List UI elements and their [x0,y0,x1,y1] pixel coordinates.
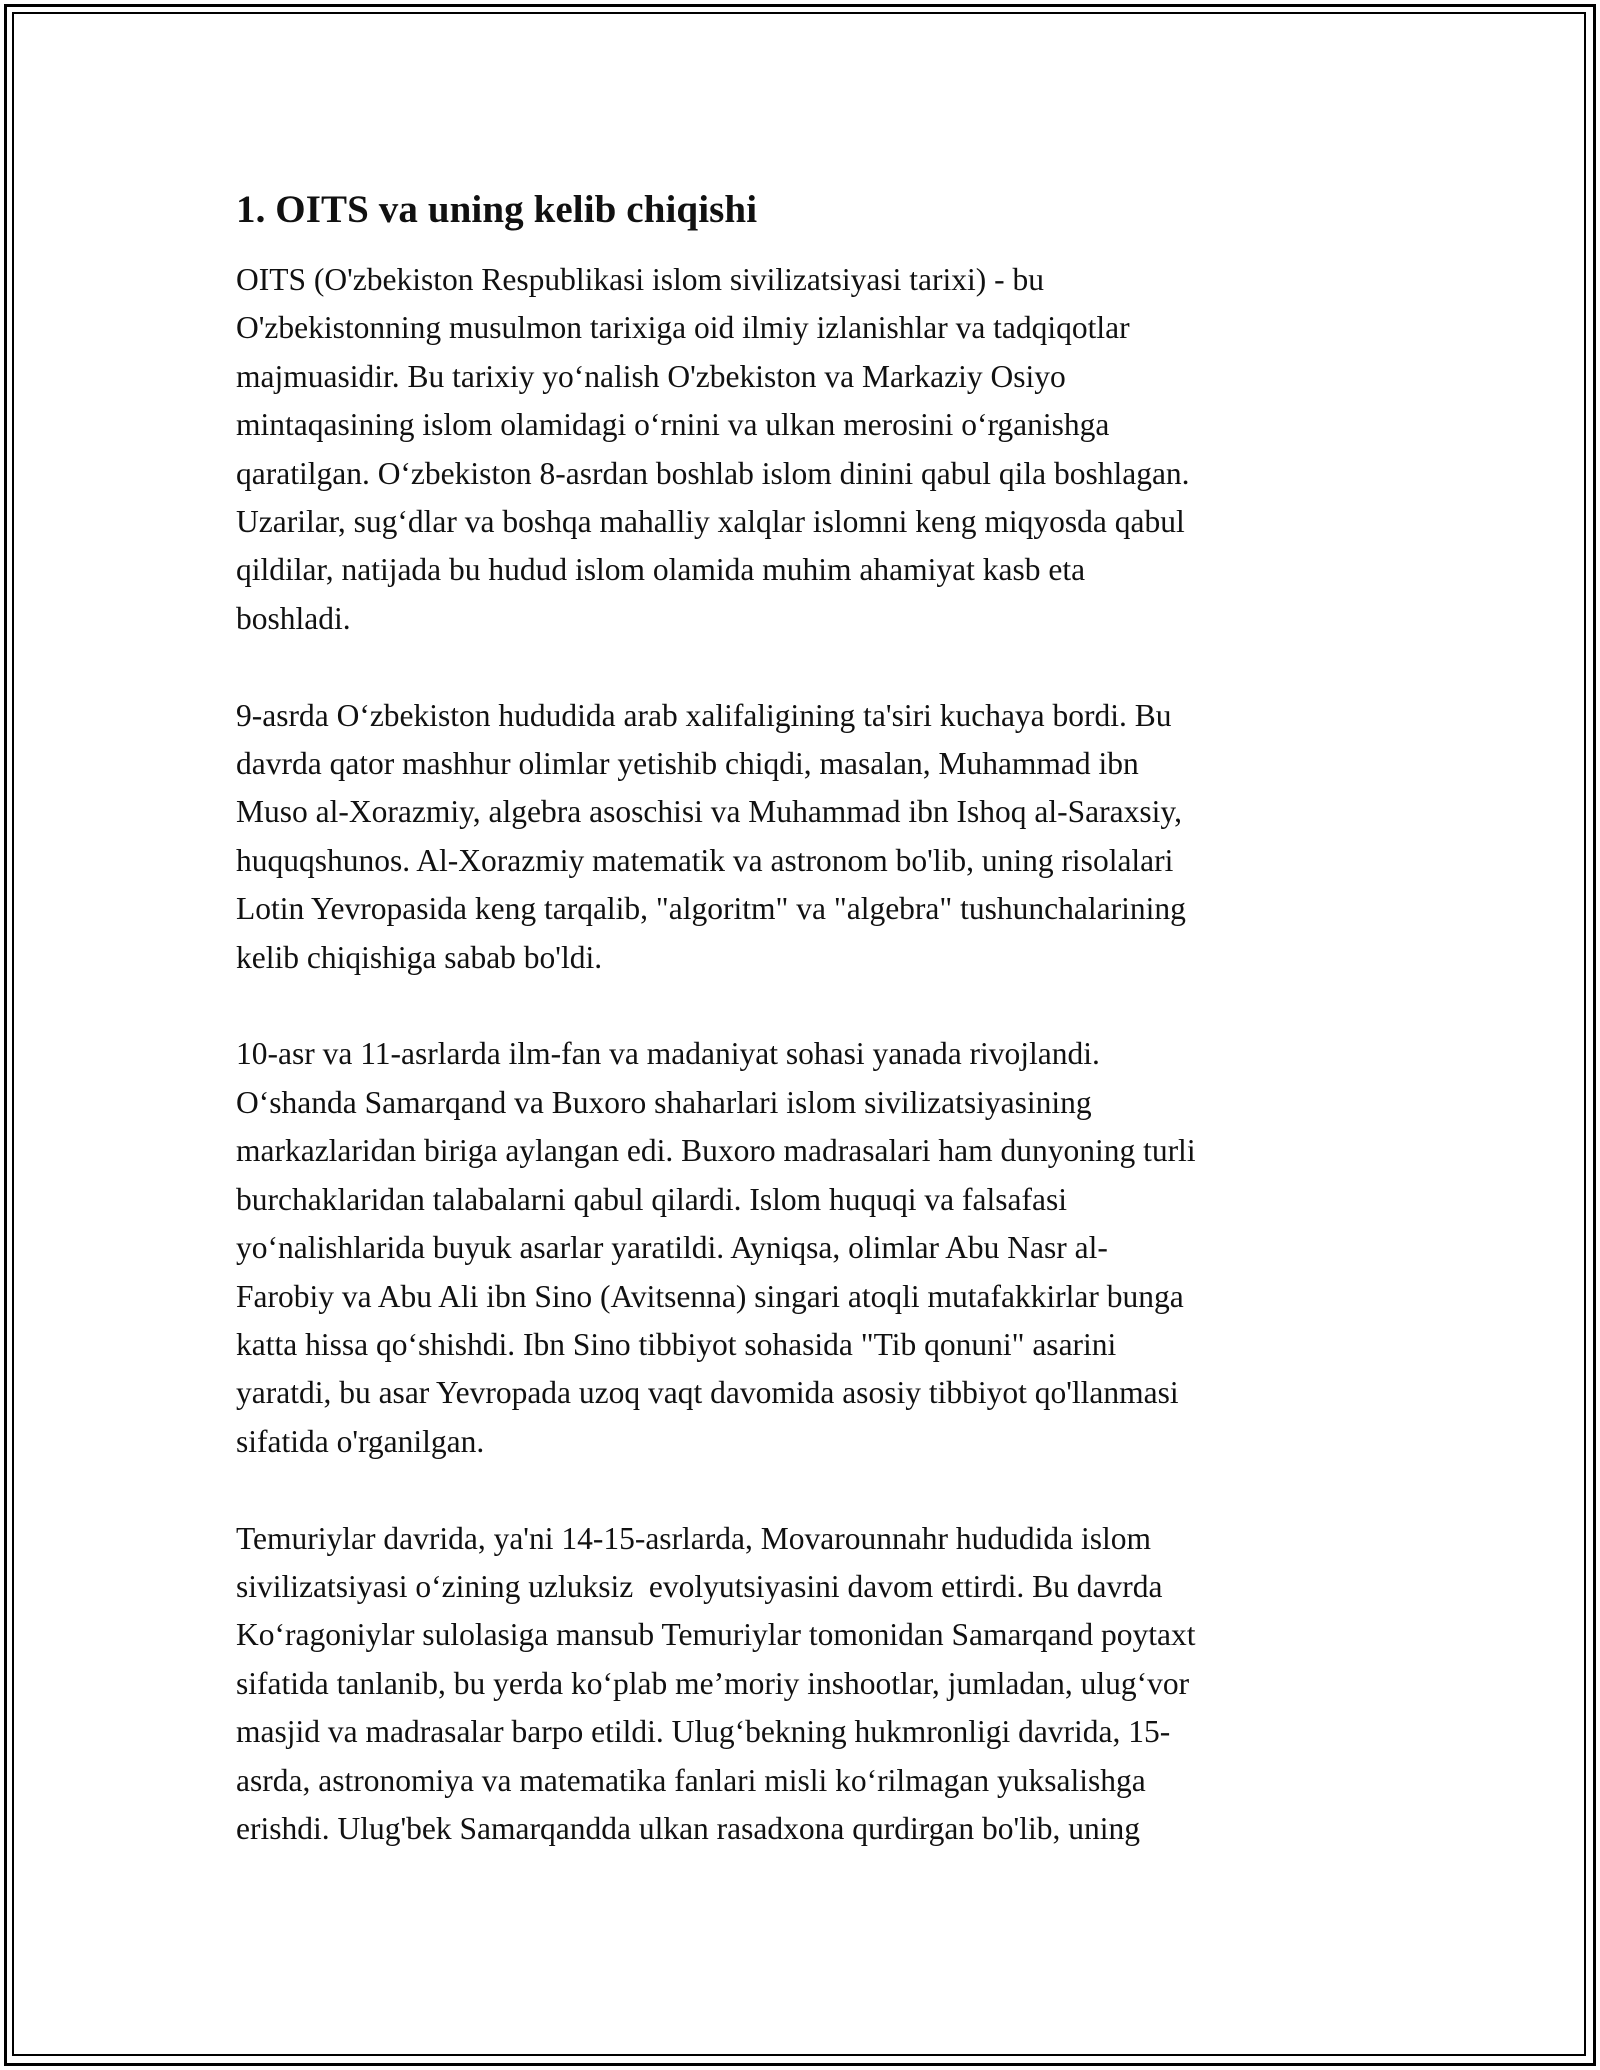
paragraph [236,256,1366,643]
text-line: Uzarilar, sug‘dlar va boshqa mahalliy xalqlar islomni keng miqyosda qabul [236,504,1185,540]
text-line: Ko‘ragoniylar sulolasiga mansub Temuriylar tomonidan Samarqand poytaxt [236,1617,1196,1653]
text-line: katta hissa qo‘shishdi. Ibn Sino tibbiyot sohasida "Tib qonuni" asarini [236,1326,1117,1362]
text-line: davrda qator mashhur olimlar yetishib chiqdi, masalan, Muhammad ibn [236,746,1139,782]
paragraph [236,1030,1366,1466]
text-line: mintaqasining islom olamidagi o‘rnini va ulkan merosini o‘rganishga [236,407,1110,443]
text-line: OITS (O'zbekiston Respublikasi islom sivilizatsiyasi tarixi) - bu [236,262,1044,297]
text-line: erishdi. Ulug'bek Samarqandda ulkan rasadxona qurdirgan bo'lib, uning [236,1810,1140,1846]
paragraph-list [236,256,1366,1853]
text-line: Farobiy va Abu Ali ibn Sino (Avitsenna) singari atoqli mutafakkirlar bunga [236,1278,1184,1314]
paragraph [236,1515,1366,1854]
text-line: 10-asr va 11-asrlarda ilm-fan va madaniyat sohasi yanada rivojlandi. [236,1036,1100,1072]
text-line: sifatida o'rganilgan. [236,1423,485,1459]
text-line: kelib chiqishiga sabab bo'ldi. [236,939,603,975]
text-line: Temuriylar davrida, ya'ni 14-15-asrlarda, Movarounnahr hududida islom [236,1520,1151,1556]
document-body [236,186,1366,1902]
text-line: masjid va madrasalar barpo etildi. Ulug‘bekning hukmronligi davrida, 15- [236,1714,1171,1750]
text-line: markazlaridan biriga aylangan edi. Buxoro madrasalari ham dunyoning turli [236,1133,1196,1169]
text-line: burchaklaridan talabalarni qabul qilardi. Islom huquqi va falsafasi [236,1181,1067,1217]
text-line: majmuasidir. Bu tarixiy yo‘nalish O'zbekiston va Markaziy Osiyo [236,358,1066,394]
text-line: qildilar, natijada bu hudud islom olamida muhim ahamiyat kasb eta [236,552,1086,588]
text-line: qaratilgan. O‘zbekiston 8-asrdan boshlab islom dinini qabul qila boshlagan. [236,455,1190,491]
text-line: 9-asrda O‘zbekiston hududida arab xalifaligining ta'siri kuchaya bordi. Bu [236,697,1172,733]
text-line: sivilizatsiyasi o‘zining uzluksiz evolyutsiyasini davom ettirdi. Bu davrda [236,1568,1163,1604]
paragraph [236,692,1366,982]
text-line: yaratdi, bu asar Yevropada uzoq vaqt davomida asosiy tibbiyot qo'llanmasi [236,1375,1179,1411]
text-line: huquqshunos. Al-Xorazmiy matematik va astronom bo'lib, uning risolalari [236,842,1174,878]
text-line: Lotin Yevropasida keng tarqalib, "algoritm" va "algebra" tushunchalarining [236,891,1186,927]
text-line: Muso al-Xorazmiy, algebra asoschisi va Muhammad ibn Ishoq al-Saraxsiy, [236,794,1182,830]
text-line: boshladi. [236,600,351,636]
text-line: asrda, astronomiya va matematika fanlari misli ko‘rilmagan yuksalishga [236,1762,1146,1798]
section-heading: 1. OITS va uning kelib chiqishi [236,188,758,231]
text-line: O'zbekistonning musulmon tarixiga oid ilmiy izlanishlar va tadqiqotlar [236,310,1130,346]
text-line: sifatida tanlanib, bu yerda ko‘plab me’moriy inshootlar, jumladan, ulug‘vor [236,1665,1190,1701]
text-line: O‘shanda Samarqand va Buxoro shaharlari islom sivilizatsiyasining [236,1084,1092,1120]
text-line: yo‘nalishlarida buyuk asarlar yaratildi. Ayniqsa, olimlar Abu Nasr al- [236,1230,1108,1266]
